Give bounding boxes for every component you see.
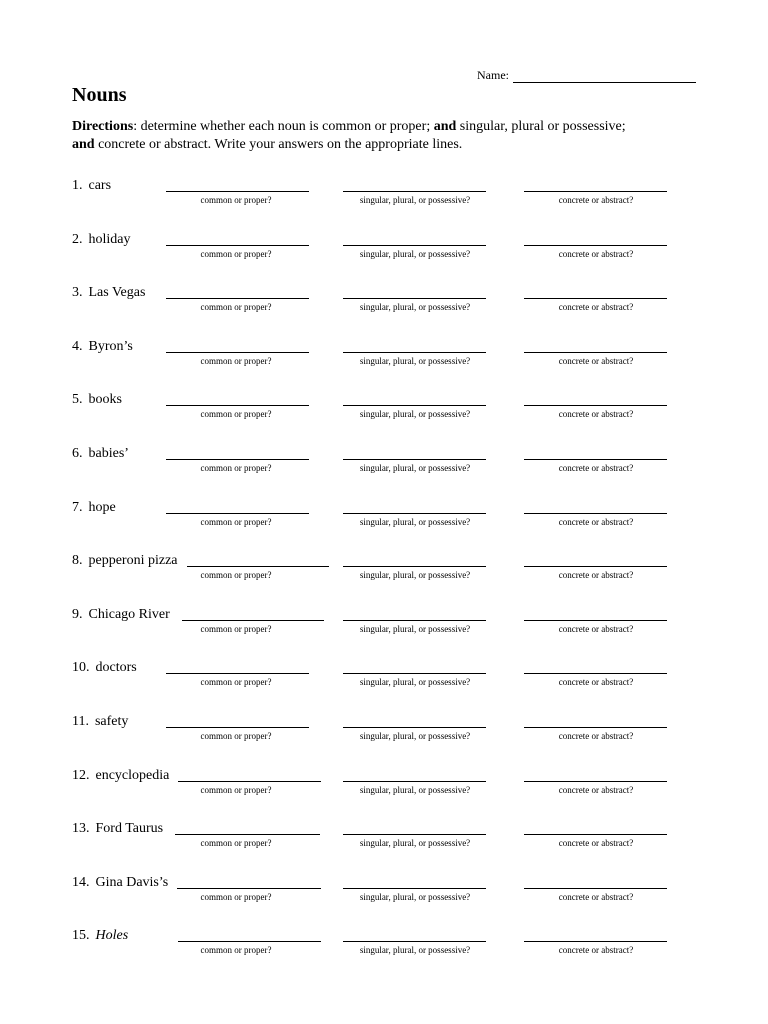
common-proper-answer-line[interactable] [178,941,321,942]
number-answer-line[interactable] [343,834,486,835]
answer-hint: singular, plural, or possessive? [359,463,471,473]
concrete-abstract-answer-line[interactable] [524,673,667,674]
noun-number: 11. [72,714,89,729]
number-answer-line[interactable] [343,245,486,246]
number-answer-line[interactable] [343,405,486,406]
noun-item [72,446,129,462]
noun-word: Chicago River [88,606,170,622]
noun-row [0,392,768,422]
noun-row [0,875,768,905]
answer-hint: singular, plural, or possessive? [359,784,471,795]
answer-hint: common or proper? [200,570,272,581]
answer-hint: concrete or abstract? [558,891,634,902]
answer-hint: concrete or abstract? [558,731,634,741]
noun-word: books [88,392,122,408]
answer-hint: singular, plural, or possessive? [359,409,471,420]
number-answer-line[interactable] [343,298,486,299]
answer-hint: concrete or abstract? [558,623,634,634]
common-proper-answer-line[interactable] [166,245,309,246]
noun-row [0,928,768,958]
answer-hint: common or proper? [200,355,272,366]
answer-hint: common or proper? [200,195,272,205]
common-proper-answer-line[interactable] [182,620,324,621]
answer-hint: concrete or abstract? [558,516,634,527]
answer-hint: common or proper? [200,463,272,473]
common-proper-answer-line[interactable] [166,513,309,514]
noun-item [72,660,137,676]
noun-word: encyclopedia [95,767,170,783]
common-proper-answer-line[interactable] [177,888,321,889]
answer-hint: common or proper? [200,784,272,795]
number-answer-line[interactable] [343,620,486,621]
noun-number: 14. [72,874,90,890]
number-answer-line[interactable] [343,191,486,192]
noun-row [0,500,768,530]
common-proper-answer-line[interactable] [166,352,309,353]
answer-hint: common or proper? [200,516,272,527]
noun-item [72,339,133,355]
answer-hint: common or proper? [200,409,272,420]
noun-word: pepperoni pizza [88,553,178,569]
noun-row [0,232,768,262]
number-answer-line[interactable] [343,941,486,942]
noun-number: 1. [72,178,83,193]
name-label: Name: [477,68,509,82]
answer-hint: singular, plural, or possessive? [359,302,471,313]
concrete-abstract-answer-line[interactable] [524,513,667,514]
answer-hint: concrete or abstract? [558,677,634,688]
common-proper-answer-line[interactable] [166,191,309,192]
answer-hint: singular, plural, or possessive? [359,570,471,581]
noun-word: Holes [95,928,129,944]
noun-row [0,607,768,637]
noun-number: 7. [72,499,83,515]
noun-item [72,178,111,194]
concrete-abstract-answer-line[interactable] [524,352,667,353]
directions-and-1: and [433,119,457,134]
answer-hint: concrete or abstract? [558,463,634,473]
noun-item [72,714,128,730]
noun-word: Ford Taurus [95,821,164,837]
noun-number: 4. [72,338,83,354]
noun-word: holiday [88,231,131,247]
number-answer-line[interactable] [343,888,486,889]
directions-text-1: : determine whether each noun is common or proper; [133,119,434,134]
noun-item [72,500,116,516]
answer-hint: common or proper? [200,891,272,902]
noun-row [0,553,768,583]
answer-hint: concrete or abstract? [558,355,634,366]
answer-hint: concrete or abstract? [558,570,634,581]
common-proper-answer-line[interactable] [166,459,309,460]
concrete-abstract-answer-line[interactable] [524,781,667,782]
answer-hint: singular, plural, or possessive? [359,623,471,634]
answer-hint: concrete or abstract? [558,302,634,313]
noun-number: 5. [72,392,83,408]
common-proper-answer-line[interactable] [166,405,309,406]
noun-row [0,768,768,798]
concrete-abstract-answer-line[interactable] [524,191,667,192]
noun-row [0,446,768,476]
noun-word: babies’ [88,446,129,461]
directions-text-2: singular, plural or possessive; [456,119,626,134]
answer-hint: concrete or abstract? [558,195,634,205]
answer-hint: singular, plural, or possessive? [359,677,471,688]
noun-number: 3. [72,285,83,301]
noun-number: 13. [72,821,90,837]
noun-word: hope [88,499,116,515]
answer-hint: common or proper? [200,731,272,741]
noun-row [0,821,768,851]
noun-row [0,285,768,315]
answer-hint: concrete or abstract? [558,838,634,849]
noun-word: safety [94,714,129,729]
answer-hint: singular, plural, or possessive? [359,248,471,259]
answer-hint: singular, plural, or possessive? [359,945,471,956]
noun-number: 15. [72,928,90,944]
noun-number: 12. [72,767,90,783]
number-answer-line[interactable] [343,352,486,353]
noun-item [72,285,145,301]
noun-item [72,875,168,891]
noun-number: 10. [72,660,90,676]
concrete-abstract-answer-line[interactable] [524,834,667,835]
concrete-abstract-answer-line[interactable] [524,888,667,889]
answer-hint: common or proper? [200,302,272,313]
number-answer-line[interactable] [343,459,486,460]
noun-row [0,714,768,744]
answer-hint: singular, plural, or possessive? [359,838,471,849]
common-proper-answer-line[interactable] [187,566,329,567]
answer-hint: concrete or abstract? [558,784,634,795]
concrete-abstract-answer-line[interactable] [524,245,667,246]
answer-hint: singular, plural, or possessive? [359,355,471,366]
noun-item [72,607,170,623]
page-title: Nouns [72,84,127,106]
answer-hint: singular, plural, or possessive? [359,195,471,205]
concrete-abstract-answer-line[interactable] [524,566,667,567]
answer-hint: singular, plural, or possessive? [359,731,471,741]
common-proper-answer-line[interactable] [166,298,309,299]
directions-and-2: and [72,137,95,152]
noun-item [72,928,128,944]
noun-word: doctors [95,660,137,676]
concrete-abstract-answer-line[interactable] [524,727,667,728]
noun-row [0,660,768,690]
noun-word: cars [88,178,112,193]
number-answer-line[interactable] [343,727,486,728]
number-answer-line[interactable] [343,513,486,514]
answer-hint: concrete or abstract? [558,248,634,259]
number-answer-line[interactable] [343,781,486,782]
noun-word: Gina Davis’s [95,874,169,890]
answer-hint: common or proper? [200,677,272,688]
concrete-abstract-answer-line[interactable] [524,405,667,406]
concrete-abstract-answer-line[interactable] [524,620,667,621]
number-answer-line[interactable] [343,673,486,674]
concrete-abstract-answer-line[interactable] [524,298,667,299]
noun-number: 2. [72,231,83,247]
noun-item [72,821,163,837]
answer-hint: singular, plural, or possessive? [359,516,471,527]
common-proper-answer-line[interactable] [166,727,309,728]
answer-hint: concrete or abstract? [558,945,634,956]
directions-label: Directions [72,119,134,134]
answer-hint: common or proper? [200,945,272,956]
common-proper-answer-line[interactable] [166,673,309,674]
noun-item [72,392,122,408]
noun-item [72,232,131,248]
noun-row [0,178,768,208]
answer-hint: common or proper? [200,248,272,259]
concrete-abstract-answer-line[interactable] [524,459,667,460]
number-answer-line[interactable] [343,566,486,567]
noun-item [72,553,178,569]
common-proper-answer-line[interactable] [178,781,321,782]
directions-text-3: concrete or abstract. Write your answers on the appropriate lines. [94,137,463,152]
common-proper-answer-line[interactable] [175,834,320,835]
noun-item [72,768,169,784]
answer-hint: common or proper? [200,623,272,634]
answer-hint: singular, plural, or possessive? [359,891,471,902]
noun-word: Byron’s [88,338,133,354]
noun-number: 8. [72,553,83,569]
noun-word: Las Vegas [88,285,146,301]
noun-number: 6. [72,446,83,461]
noun-row [0,339,768,369]
answer-hint: common or proper? [200,838,272,849]
concrete-abstract-answer-line[interactable] [524,941,667,942]
answer-hint: concrete or abstract? [558,409,634,420]
noun-number: 9. [72,606,83,622]
